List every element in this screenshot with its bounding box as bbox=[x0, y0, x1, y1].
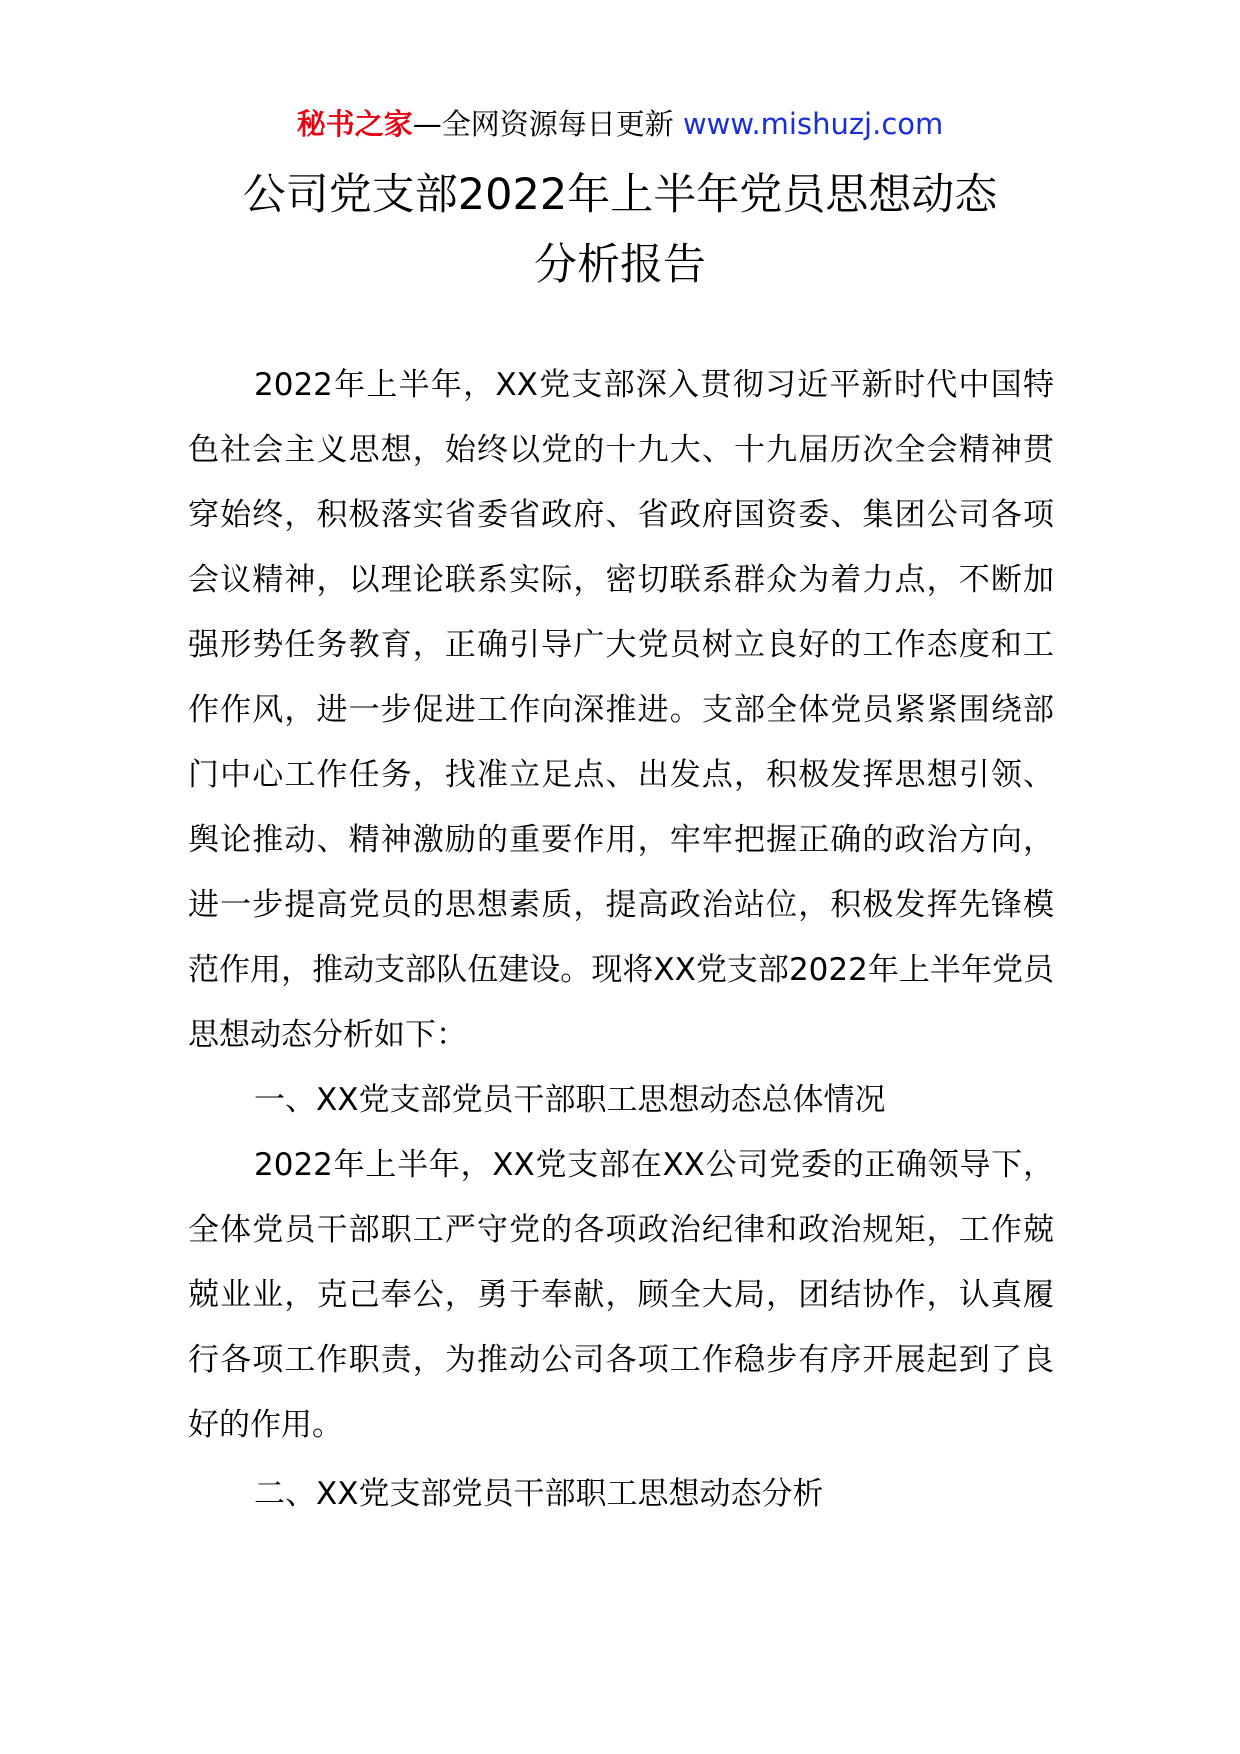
document-title bbox=[0, 160, 1240, 300]
document-title-line-2: 分析报告 bbox=[534, 240, 706, 290]
section-heading-2: 二、XX党支部党员干部职工思想动态分析 bbox=[254, 1476, 824, 1512]
brand-name: 秘书之家 bbox=[296, 107, 413, 141]
paragraph-intro: 2022年上半年，XX党支部深入贯彻习近平新时代中国特色社会主义思想，始终以党的十九大、十九届历次全会精神贯穿始终，积极落实省委省政府、省政府国资委、集团公司各项会议精神，以理论联系实际，密切联系群众为着力点，不断加强形势任务教育，正确引导广大党员树立良好的工作态度和工作作风，进一步促进工作向深推进。支部全体党员紧紧围绕部门中心工作任务，找准立足点、出发点，积极发挥思想引领、舆论推动、精神激励的重要作用，牢牢把握正确的政治方向，进一步提高党员的思想素质，提高政治站位，积极发挥先锋模范作用，推动支部队伍建设。现将XX党支部2022年上半年党员思想动态分析如下： bbox=[188, 367, 1054, 1053]
watermark-header bbox=[0, 102, 1240, 146]
document-title-line-1: 公司党支部2022年上半年党员思想动态 bbox=[242, 170, 998, 220]
brand-slogan: —全网资源每日更新 bbox=[412, 107, 674, 141]
section-heading-1: 一、XX党支部党员干部职工思想动态总体情况 bbox=[254, 1082, 886, 1118]
document-body bbox=[188, 353, 1054, 1527]
site-link[interactable]: www.mishuzj.com bbox=[682, 107, 944, 141]
paragraph-overall-situation: 2022年上半年，XX党支部在XX公司党委的正确领导下，全体党员干部职工严守党的各项政治纪律和政治规矩，工作兢兢业业，克己奉公，勇于奉献，顾全大局，团结协作，认真履行各项工作职责，为推动公司各项工作稳步有序开展起到了良好的作用。 bbox=[188, 1147, 1054, 1443]
